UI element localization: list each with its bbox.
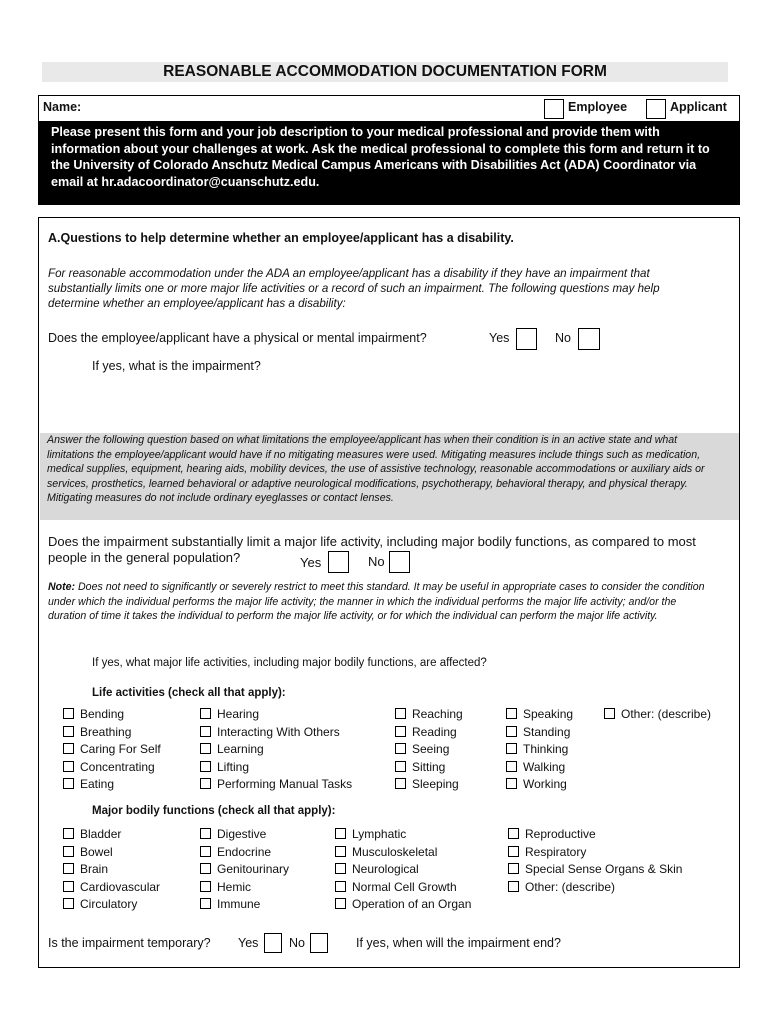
q1-yes-checkbox[interactable]: [516, 328, 537, 350]
q1-no-checkbox[interactable]: [578, 328, 600, 350]
life-speaking[interactable]: Speaking: [506, 706, 573, 723]
instructions-box: [38, 121, 740, 205]
q3-yes-label: Yes: [238, 936, 259, 950]
section-a-intro: For reasonable accommodation under the ADA an employee/applicant has a disability if they have an impairment that substantially limits one or more major life activities or a record of such an impairment. The following questions may help determine whether an employee/applicant has a disability:: [48, 267, 660, 310]
q3-yes-checkbox[interactable]: [264, 933, 282, 953]
q2-no-checkbox[interactable]: [389, 551, 410, 573]
bodily-lymphatic[interactable]: Lymphatic: [335, 826, 406, 843]
bodily-cardiovascular[interactable]: Cardiovascular: [63, 879, 160, 896]
life-bending[interactable]: Bending: [63, 706, 124, 723]
q2-followup: If yes, what major life activities, including major bodily functions, are affected?: [92, 657, 487, 669]
life-reaching[interactable]: Reaching: [395, 706, 463, 723]
life-breathing[interactable]: Breathing: [63, 724, 131, 741]
q2-no-label: No: [368, 554, 385, 569]
bodily-other[interactable]: Other: (describe): [508, 879, 615, 896]
life-working[interactable]: Working: [506, 776, 567, 793]
life-thinking[interactable]: Thinking: [506, 741, 568, 758]
note-label: Note:: [48, 581, 76, 593]
life-sleeping[interactable]: Sleeping: [395, 776, 459, 793]
mitigating-note: Answer the following question based on what limitations the employee/applicant has when their condition is in an active state and what limitations the employee/applicant would have if no mitigating measures were used. Mitigating measures include things such as medication, medical supplies, equipment, hearing aids, mobility devices, the use of assistive technology, reasonable accommodations or auxiliary aids or services, prosthetics, learned behavioral or adaptive neurological modifications, psychotherapy, behavioral therapy, and physical therapy. Mitigating measures do not include ordinary eyeglasses or contact lenses.: [47, 434, 705, 504]
applicant-label: Applicant: [670, 100, 727, 114]
q2-yes-checkbox[interactable]: [328, 551, 349, 573]
employee-label: Employee: [568, 100, 628, 114]
q2-yes-label: Yes: [300, 555, 322, 570]
bodily-normal-cell-growth[interactable]: Normal Cell Growth: [335, 879, 457, 896]
q1-text: Does the employee/applicant have a physical or mental impairment?: [48, 331, 427, 345]
bodily-musculoskeletal[interactable]: Musculoskeletal: [335, 844, 437, 861]
life-standing[interactable]: Standing: [506, 724, 570, 741]
bodily-functions-heading: Major bodily functions (check all that apply):: [92, 805, 336, 817]
q2-text: [48, 534, 728, 566]
q3-no-checkbox[interactable]: [310, 933, 328, 953]
name-label: Name:: [43, 100, 82, 114]
section-a-heading: A.Questions to help determine whether an employee/applicant has a disability.: [48, 231, 514, 245]
life-hearing[interactable]: Hearing: [200, 706, 259, 723]
form-title: REASONABLE ACCOMMODATION DOCUMENTATION FORM: [42, 62, 728, 82]
section-a: [38, 217, 740, 968]
bodily-immune[interactable]: Immune: [200, 896, 260, 913]
life-interacting[interactable]: Interacting With Others: [200, 724, 340, 741]
note-paragraph: [48, 580, 713, 624]
q3-followup: If yes, when will the impairment end?: [356, 936, 561, 950]
q1-followup: If yes, what is the impairment?: [92, 359, 261, 373]
bodily-bladder[interactable]: Bladder: [63, 826, 121, 843]
bodily-bowel[interactable]: Bowel: [63, 844, 113, 861]
life-learning[interactable]: Learning: [200, 741, 264, 758]
q2-question: Does the impairment substantially limit a major life activity, including major bodily functions, as compared to most people in the general population?: [48, 534, 696, 565]
bodily-neurological[interactable]: Neurological: [335, 861, 419, 878]
bodily-respiratory[interactable]: Respiratory: [508, 844, 586, 861]
life-manual-tasks[interactable]: Performing Manual Tasks: [200, 776, 352, 793]
bodily-reproductive[interactable]: Reproductive: [508, 826, 596, 843]
q1-no-label: No: [555, 331, 571, 345]
applicant-checkbox[interactable]: [646, 99, 666, 119]
life-reading[interactable]: Reading: [395, 724, 457, 741]
note-text: Does not need to significantly or severely restrict to meet this standard. It may be useful in appropriate cases to consider the condition under which the individual performs the major life activity; the manner in which the individual performs the major life activity; and/or the duration of time it takes the individual to perform the major life activity, or for which the individual can perform the major life activity.: [48, 581, 705, 622]
life-lifting[interactable]: Lifting: [200, 759, 249, 776]
bodily-endocrine[interactable]: Endocrine: [200, 844, 271, 861]
bodily-operation-of-organ[interactable]: Operation of an Organ: [335, 896, 471, 913]
bodily-genitourinary[interactable]: Genitourinary: [200, 861, 289, 878]
life-seeing[interactable]: Seeing: [395, 741, 449, 758]
bodily-digestive[interactable]: Digestive: [200, 826, 266, 843]
employee-checkbox[interactable]: [544, 99, 564, 119]
bodily-brain[interactable]: Brain: [63, 861, 108, 878]
life-other[interactable]: Other: (describe): [604, 706, 711, 723]
q3-no-label: No: [289, 936, 305, 950]
instructions-text: Please present this form and your job description to your medical professional and provide them with information about your challenges at work. Ask the medical professional to complete this form and return it to the University of Colorado Anschutz Medical Campus Americans with Disabilities Act (ADA) Coordinator via email at hr.adacoordinator@cuanschutz.edu.: [51, 125, 710, 189]
life-caring-for-self[interactable]: Caring For Self: [63, 741, 161, 758]
bodily-hemic[interactable]: Hemic: [200, 879, 251, 896]
q3-text: Is the impairment temporary?: [48, 936, 211, 950]
life-walking[interactable]: Walking: [506, 759, 565, 776]
q1-yes-label: Yes: [489, 331, 510, 345]
life-eating[interactable]: Eating: [63, 776, 114, 793]
life-sitting[interactable]: Sitting: [395, 759, 445, 776]
bodily-circulatory[interactable]: Circulatory: [63, 896, 137, 913]
name-row: [38, 95, 740, 121]
life-concentrating[interactable]: Concentrating: [63, 759, 155, 776]
bodily-special-sense[interactable]: Special Sense Organs & Skin: [508, 861, 682, 878]
life-activities-heading: Life activities (check all that apply):: [92, 687, 286, 699]
mitigating-band: [40, 433, 739, 520]
